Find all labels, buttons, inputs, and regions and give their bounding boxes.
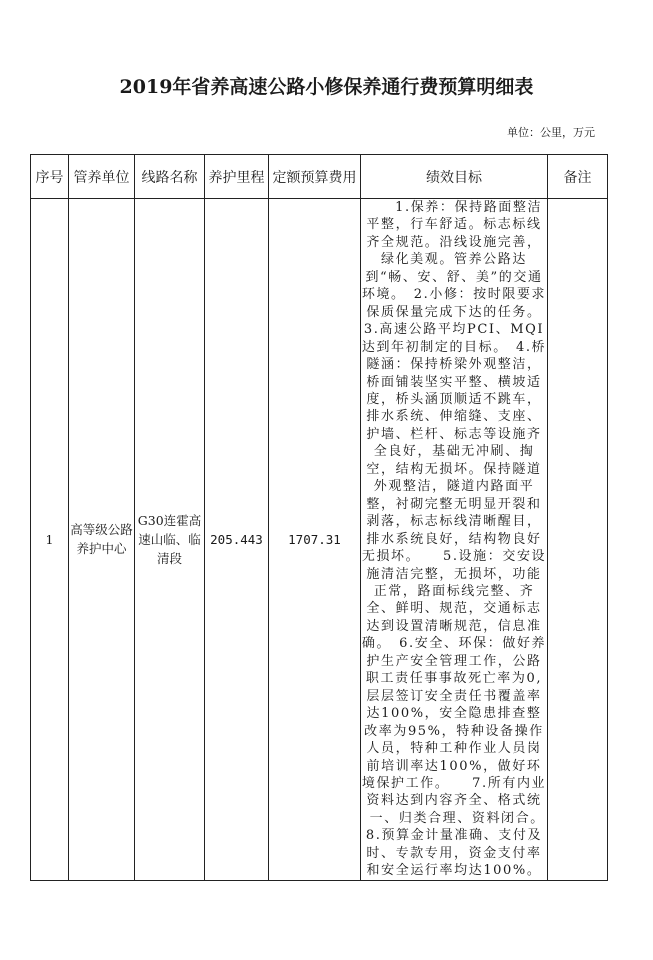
cell-budget: 1707.31	[269, 199, 361, 881]
header-row	[31, 155, 608, 199]
header-index: 序号	[31, 155, 69, 199]
table-row	[31, 199, 608, 881]
header-performance: 绩效目标	[361, 155, 548, 199]
document-title: 2019年省养高速公路小修保养通行费预算明细表	[119, 76, 534, 98]
cell-route: G30连霍高速山临、临清段	[135, 199, 205, 881]
header-unit: 管养单位	[69, 155, 135, 199]
cell-unit: 高等级公路养护中心	[69, 199, 135, 881]
header-budget: 定额预算费用	[269, 155, 361, 199]
cell-index: 1	[31, 199, 69, 881]
unit-note: 单位：公里，万元	[507, 126, 595, 139]
cell-performance-goal: 1.保养：保持路面整洁平整，行车舒适。标志标线齐全规范。沿线设施完善，绿化美观。管养公路达到“畅、安、舒、美”的交通环境。 2.小修：按时限要求保质保量完成下达的任务。3.高速公路平均PCI、MQI 达到年初制定的目标。 4.桥隧涵：保持桥梁外观整洁，桥面铺装坚实平整、横坡适度，桥头涵顶顺适不跳车，排水系统、伸缩缝、支座、护墙、栏杆、标志等设施齐全良好，基础无冲刷、掏空，结构无损坏。保持隧道外观整洁，隧道内路面平整，衬砌完整无明显开裂和剥落，标志标线清晰醒目，排水系统良好，结构物良好无损坏。 5.设施：交安设施清洁完整，无损坏，功能正常，路面标线完整、齐全、鲜明、规范，交通标志达到设置清晰规范，信息准确。 6.安全、环保：做好养护生产安全管理工作，公路职工责任事事故死亡率为0,层层签订安全责任书覆盖率达100%，安全隐患排查整改率为95%，特种设备操作人员，特种工种作业人员岗前培训率达100%，做好环境保护工作。 7.所有内业资料达到内容齐全、格式统一、归类合理、资料闭合。 8.预算金计量准确、支付及时、专款专用，资金支付率和安全运行率均达100%。	[361, 200, 568, 879]
budget-table	[30, 154, 608, 881]
header-mileage: 养护里程	[205, 155, 269, 199]
cell-remarks	[548, 199, 608, 881]
header-remarks: 备注	[548, 155, 608, 199]
header-route: 线路名称	[135, 155, 205, 199]
cell-mileage: 205.443	[205, 199, 269, 881]
